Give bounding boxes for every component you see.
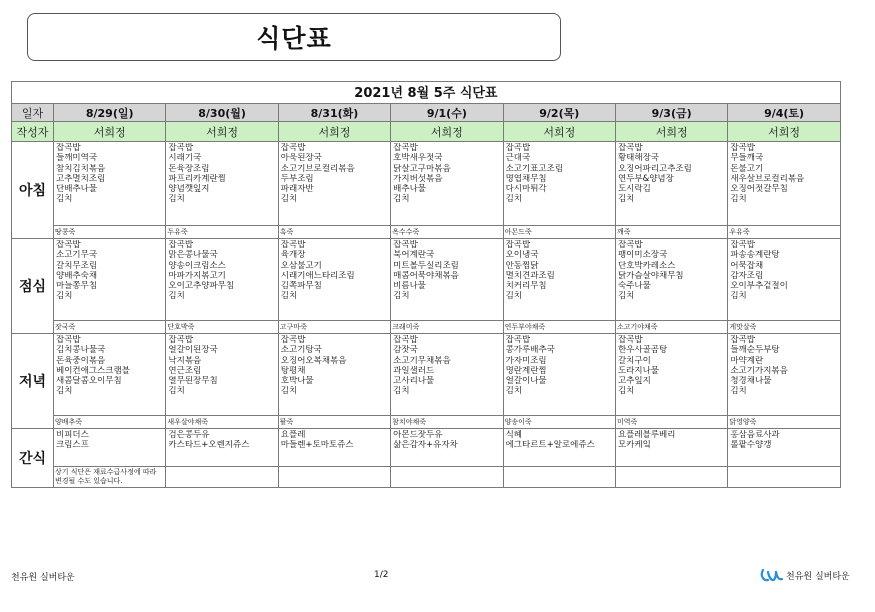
menu-cell: [166, 334, 278, 416]
snack-item: 마들렌+토마토쥬스: [280, 440, 354, 451]
menu-item: 소고기표고조림: [505, 163, 564, 174]
snack-item: 비피더스: [56, 430, 89, 440]
snack-cell: [278, 429, 390, 467]
writer-label: 작성자: [12, 122, 54, 142]
menu-cell: [615, 239, 727, 321]
menu-item: 잡곡밥: [280, 143, 306, 153]
porridge-item: 흑죽: [278, 226, 390, 239]
menu-cell: [728, 142, 840, 226]
menu-item: 돈불고기: [730, 163, 764, 174]
menu-item: 잡곡밥: [730, 240, 755, 250]
week-title: 2021년 8월 5주 식단표: [12, 82, 841, 104]
footer-logo: [760, 567, 850, 583]
menu-item: 김치: [280, 386, 298, 397]
menu-item: 김치콩나물국: [56, 345, 106, 356]
snack-item: 롤팥수양갱: [730, 440, 772, 451]
porridge-item: 깨죽: [615, 226, 727, 239]
snack-cell: [615, 429, 727, 467]
porridge-item: 두유죽: [166, 226, 278, 239]
menu-item: 베이컨애그스크램블: [56, 365, 130, 376]
menu-item: 오이부추겉절이: [730, 281, 788, 292]
menu-item: 돈육중이볶음: [56, 355, 106, 366]
menu-item: 아욱된장국: [280, 153, 322, 164]
porridge-item: 잣국죽: [54, 321, 166, 334]
menu-item: 낙지볶음: [168, 355, 202, 366]
snack-item: 검은콩두유: [168, 430, 210, 440]
menu-item: 오이냉국: [505, 250, 539, 261]
menu-item: 맑은콩나물국: [168, 250, 218, 261]
porridge-item: 땅콩죽: [54, 226, 166, 239]
menu-item: 가자미조림: [505, 355, 547, 366]
snack-item: 카스타드+오렌지쥬스: [168, 440, 250, 451]
menu-item: 김치: [280, 291, 298, 302]
day-header: 9/1(수): [391, 104, 503, 122]
menu-item: 갈치무조림: [56, 260, 98, 271]
menu-item: 김쪽파무침: [280, 281, 322, 292]
menu-cell: [54, 334, 166, 416]
menu-item: 잡곡밥: [280, 240, 306, 250]
menu-item: 소고기브로컬리볶음: [280, 163, 355, 174]
menu-item: 감잣국: [393, 345, 418, 356]
menu-item: 잡곡밥: [168, 240, 194, 250]
menu-cell: [54, 142, 166, 226]
menu-item: 가지버섯볶음: [393, 173, 443, 184]
menu-item: 김치: [393, 194, 410, 205]
menu-item: 파송송계란탕: [730, 250, 780, 261]
menu-item: 매콤어묵야채볶음: [393, 270, 459, 281]
menu-item: 잡곡밥: [280, 335, 306, 345]
menu-item: 오징어젓갈무침: [730, 184, 788, 195]
snack-cell: [503, 429, 615, 467]
menu-cell: [391, 142, 503, 226]
menu-item: 배추나물: [393, 184, 427, 195]
day-header: 8/31(화): [278, 104, 390, 122]
menu-item: 잡곡밥: [168, 143, 194, 153]
menu-item: 청경채나물: [730, 376, 772, 387]
menu-note: 상기 식단은 재료수급사정에 따라 변경될 수도 있습니다.: [54, 467, 166, 488]
menu-item: 잡곡밥: [617, 335, 643, 345]
page-number: 1/2: [374, 570, 389, 580]
menu-item: 참치김치볶음: [56, 163, 106, 174]
menu-cell: [615, 142, 727, 226]
menu-item: 김치: [168, 386, 185, 397]
menu-item: 김치: [56, 291, 73, 302]
menu-cell: [391, 239, 503, 321]
day-header: 8/29(일): [54, 104, 166, 122]
porridge-item: 연두부야채죽: [503, 321, 615, 334]
menu-item: 미트볼두실리조림: [393, 260, 459, 271]
menu-item: 김치: [730, 386, 747, 397]
menu-item: 잡곡밥: [168, 335, 194, 345]
menu-item: 잡곡밥: [730, 335, 755, 345]
menu-item: 팽이미소장국: [617, 250, 668, 261]
menu-item: 명란계란찜: [505, 365, 547, 376]
menu-item: 오징어파리고추조림: [617, 163, 692, 174]
porridge-item: 새우살야채죽: [166, 416, 278, 429]
porridge-item: 우유죽: [728, 226, 840, 239]
menu-item: 치커리무침: [505, 281, 547, 292]
snack-item: 식혜: [505, 430, 522, 440]
menu-item: 잡곡밥: [56, 143, 81, 153]
menu-cell: [503, 334, 615, 416]
menu-item: 무들깨국: [730, 153, 764, 164]
menu-item: 김치: [168, 291, 185, 302]
menu-item: 잡곡밥: [730, 143, 755, 153]
menu-item: 오삼불고기: [280, 260, 322, 271]
menu-item: 두부조림: [280, 173, 314, 184]
menu-item: 고추잎지: [617, 376, 651, 387]
menu-item: 탕평채: [280, 365, 306, 376]
menu-cell: [615, 334, 727, 416]
snack-cell: [391, 429, 503, 467]
menu-item: 김치: [617, 194, 635, 205]
day-label: 일자: [12, 104, 54, 122]
menu-item: 양송이크림소스: [168, 260, 226, 271]
menu-cell: [278, 239, 390, 321]
empty-cell: [166, 467, 278, 488]
menu-item: 육개장: [280, 250, 306, 261]
menu-item: 김치: [393, 386, 410, 397]
menu-item: 고추멸치조림: [56, 173, 106, 184]
porridge-item: 아몬드죽: [503, 226, 615, 239]
menu-item: 근대국: [505, 153, 531, 164]
menu-item: 마파가지볶고기: [168, 270, 226, 281]
snack-item: 홍삼음료사과: [730, 430, 780, 440]
menu-item: 명엽채무침: [505, 173, 547, 184]
snack-item: 모카케잌: [617, 440, 651, 451]
menu-item: 호박새우젓국: [393, 153, 443, 164]
porridge-item: 닭영양죽: [728, 416, 840, 429]
menu-item: 잡곡밥: [393, 335, 418, 345]
menu-item: 김치: [505, 194, 522, 205]
menu-item: 고사리나물: [393, 376, 435, 387]
menu-item: 어묵잡채: [730, 260, 764, 271]
menu-item: 감자조림: [730, 270, 764, 281]
porridge-item: 양송이죽: [503, 416, 615, 429]
menu-cell: [391, 334, 503, 416]
writer-name: 서희정: [728, 122, 840, 142]
porridge-item: 고구마죽: [278, 321, 390, 334]
menu-item: 소고기가지볶음: [730, 365, 788, 376]
porridge-item: 팥죽: [278, 416, 390, 429]
porridge-item: 소고기야채죽: [615, 321, 727, 334]
writer-name: 서희정: [54, 122, 166, 142]
empty-cell: [728, 467, 840, 488]
menu-item: 김치: [730, 291, 747, 302]
writer-name: 서희정: [166, 122, 278, 142]
menu-item: 과일샐러드: [393, 365, 435, 376]
menu-table: [11, 81, 841, 488]
menu-item: 새콤달콤오이무침: [56, 376, 122, 387]
title-box: [27, 13, 561, 61]
menu-item: 잡곡밥: [505, 240, 531, 250]
writer-name: 서희정: [391, 122, 503, 142]
snack-label: 간식: [12, 429, 54, 488]
menu-item: 마약계란: [730, 355, 764, 366]
menu-item: 갈치구이: [617, 355, 651, 366]
menu-item: 오이고추양파무침: [168, 281, 235, 292]
menu-item: 소고기무채볶음: [393, 355, 451, 366]
porridge-item: 옥수수죽: [391, 226, 503, 239]
writer-name: 서희정: [278, 122, 390, 142]
menu-item: 김치: [505, 386, 522, 397]
menu-item: 잡곡밥: [617, 143, 643, 153]
menu-item: 돈육장조림: [168, 163, 210, 174]
day-header: 9/2(목): [503, 104, 615, 122]
menu-item: 양배추숙채: [56, 270, 98, 281]
menu-item: 열무된장무침: [168, 376, 218, 387]
chunyuwon-logo-icon: [760, 567, 784, 583]
menu-item: 잡곡밥: [393, 240, 418, 250]
empty-cell: [503, 467, 615, 488]
menu-item: 닭가슴살야채무침: [617, 270, 684, 281]
menu-item: 단배추나물: [56, 184, 98, 195]
menu-item: 김치: [393, 291, 410, 302]
menu-item: 들깨미역국: [56, 153, 98, 164]
menu-item: 안동찜닭: [505, 260, 539, 271]
menu-cell: [166, 142, 278, 226]
empty-cell: [615, 467, 727, 488]
menu-item: 콩가루배추국: [505, 345, 555, 356]
menu-item: 시래기국: [168, 153, 202, 164]
menu-item: 잡곡밥: [393, 143, 418, 153]
snack-cell: [54, 429, 166, 467]
menu-item: 연근조림: [168, 365, 202, 376]
menu-item: 얼갈이된장국: [168, 345, 218, 356]
menu-item: 김치: [56, 194, 73, 205]
menu-item: 비름나물: [393, 281, 427, 292]
porridge-item: 단호박죽: [166, 321, 278, 334]
empty-cell: [391, 467, 503, 488]
snack-item: 아몬드잣두유: [393, 430, 443, 440]
menu-item: 한우사골곰탕: [617, 345, 668, 356]
porridge-item: 미역죽: [615, 416, 727, 429]
menu-item: 도라지나물: [617, 365, 660, 376]
menu-item: 연두부&양념장: [617, 173, 674, 184]
porridge-item: 참치야채죽: [391, 416, 503, 429]
menu-cell: [503, 142, 615, 226]
meal-label: 점심: [12, 239, 54, 334]
menu-item: 김치: [505, 291, 522, 302]
menu-item: 파프리카계란찜: [168, 173, 226, 184]
footer-logo-text: 천유원 실버타운: [786, 571, 850, 582]
day-header: 8/30(월): [166, 104, 278, 122]
writer-name: 서희정: [503, 122, 615, 142]
meal-label: 아침: [12, 142, 54, 239]
menu-item: 잡곡밥: [56, 240, 81, 250]
menu-item: 호박나물: [280, 376, 314, 387]
menu-item: 북어계란국: [393, 250, 435, 261]
menu-item: 도시락김: [617, 184, 651, 195]
snack-cell: [728, 429, 840, 467]
menu-cell: [166, 239, 278, 321]
menu-item: 다시마튀각: [505, 184, 547, 195]
menu-cell: [278, 142, 390, 226]
menu-item: 김치: [280, 194, 298, 205]
menu-item: 김치: [730, 194, 747, 205]
snack-item: 요플레블루베리: [617, 430, 676, 440]
porridge-item: 양배추죽: [54, 416, 166, 429]
meal-label: 저녁: [12, 334, 54, 429]
menu-item: 멸치견과조림: [505, 270, 555, 281]
menu-cell: [503, 239, 615, 321]
menu-item: 황태해장국: [617, 153, 660, 164]
menu-item: 새우살브로컬리볶음: [730, 173, 805, 184]
menu-item: 잡곡밥: [505, 143, 531, 153]
snack-item: 삶은감자+유자차: [393, 440, 458, 451]
snack-item: 요플레: [280, 430, 306, 440]
menu-item: 마늘쫑무침: [56, 281, 98, 292]
menu-cell: [278, 334, 390, 416]
footer-org-name: 천유원 실버타운: [11, 573, 75, 583]
menu-cell: [728, 239, 840, 321]
menu-item: 김치: [617, 291, 635, 302]
menu-cell: [728, 334, 840, 416]
menu-item: 단호박카레소스: [617, 260, 676, 271]
writer-name: 서희정: [615, 122, 727, 142]
porridge-item: 크래미죽: [391, 321, 503, 334]
page-title: 식단표: [256, 24, 332, 53]
snack-item: 크림스프: [56, 440, 89, 451]
porridge-item: 게맛살죽: [728, 321, 840, 334]
menu-item: 잡곡밥: [617, 240, 643, 250]
menu-item: 시래기애느타리조림: [280, 270, 355, 281]
menu-item: 양념깻잎지: [168, 184, 210, 195]
day-header: 9/3(금): [615, 104, 727, 122]
menu-item: 김치: [56, 386, 73, 397]
menu-item: 김치: [617, 386, 635, 397]
menu-item: 잡곡밥: [505, 335, 531, 345]
menu-item: 오징어오복채볶음: [280, 355, 347, 366]
menu-item: 숙주나물: [617, 281, 651, 292]
menu-item: 김치: [168, 194, 185, 205]
menu-item: 얼갈이나물: [505, 376, 547, 387]
menu-item: 들깨순두부탕: [730, 345, 780, 356]
snack-cell: [166, 429, 278, 467]
snack-item: 에그타르트+알로에쥬스: [505, 440, 595, 451]
menu-item: 소고기탕국: [280, 345, 322, 356]
menu-item: 닭살고구마볶음: [393, 163, 451, 174]
menu-item: 소고기무국: [56, 250, 98, 261]
menu-item: 잡곡밥: [56, 335, 81, 345]
menu-cell: [54, 239, 166, 321]
menu-item: 파래자반: [280, 184, 314, 195]
day-header: 9/4(토): [728, 104, 840, 122]
empty-cell: [278, 467, 390, 488]
